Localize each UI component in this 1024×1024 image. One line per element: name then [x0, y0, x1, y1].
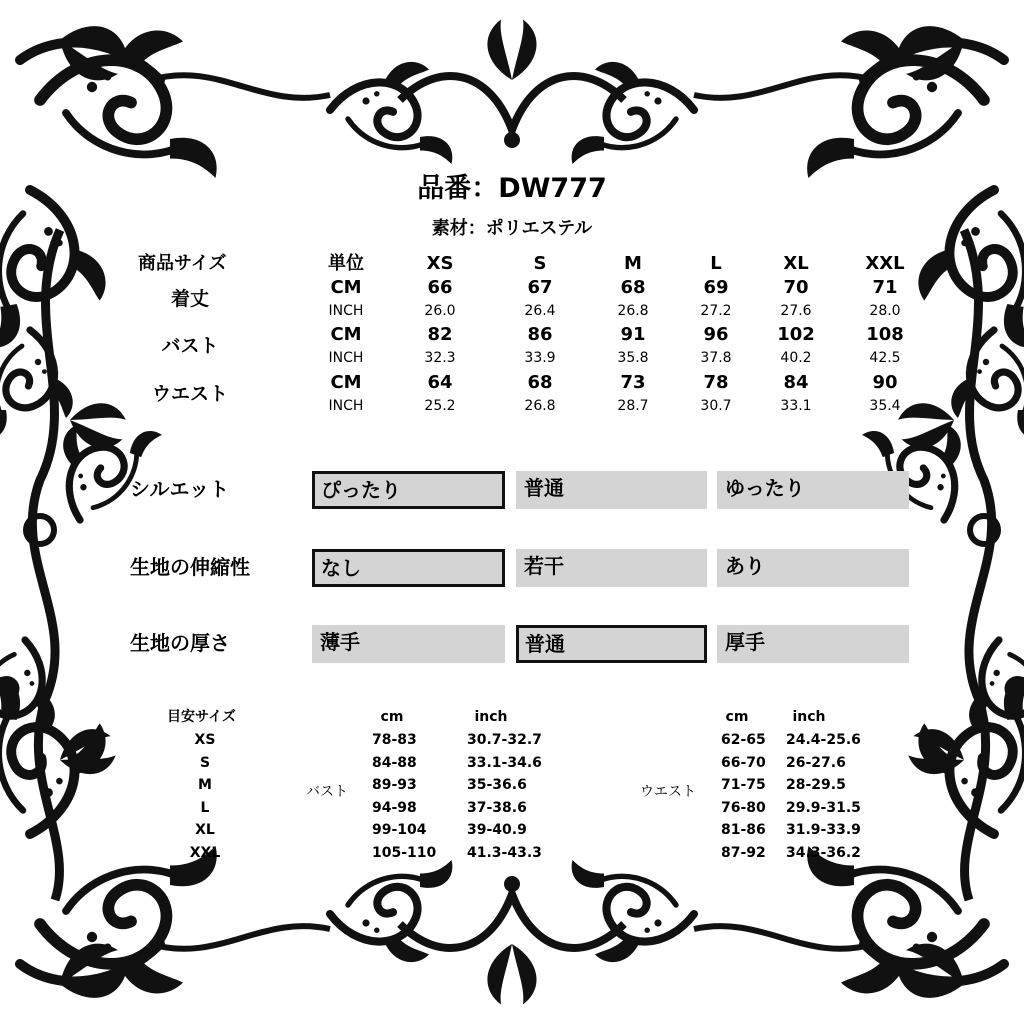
guide-size-label: XXL [189, 844, 221, 861]
guide-bust-inch: 39-40.9 [467, 822, 527, 838]
guide-waist-cm: 81-86 [721, 822, 766, 838]
guide-size-label: XL [195, 822, 215, 838]
size-inch-value: 42.5 [869, 350, 901, 366]
size-header: S [533, 253, 547, 274]
attribute-option: 普通 [516, 471, 707, 509]
top-center-crest [330, 19, 694, 164]
size-inch-value: 33.1 [780, 398, 812, 414]
unit-cm-label: CM [330, 277, 362, 298]
guide-bust-inch: 41.3-43.3 [467, 844, 542, 861]
guide-size-label: XS [194, 732, 216, 748]
guide-waist-inch: 29.9-31.5 [786, 799, 861, 816]
size-cm-value: 64 [427, 372, 453, 393]
guide-waist-cm: 62-65 [721, 732, 766, 748]
size-inch-value: 28.7 [617, 398, 649, 414]
guide-bust-cm: 94-98 [372, 799, 417, 816]
guide-bust-inch: 35-36.6 [467, 777, 527, 793]
unit-cm-label: CM [330, 372, 362, 393]
size-inch-value: 33.9 [524, 350, 556, 366]
size-cm-value: 108 [866, 324, 904, 345]
bottom-center-crest [330, 860, 694, 1005]
size-cm-value: 68 [527, 372, 553, 393]
product-number: 品番：DW777 [417, 173, 607, 204]
size-cm-value: 86 [527, 324, 553, 345]
size-cm-value: 78 [703, 372, 729, 393]
measurement-label: 着丈 [170, 288, 210, 310]
unit-header: 単位 [328, 253, 364, 274]
measurement-label: バスト [161, 335, 219, 357]
size-cm-value: 70 [783, 277, 809, 298]
guide-bust-inch: 30.7-32.7 [467, 732, 542, 748]
size-cm-value: 68 [620, 277, 646, 298]
size-inch-value: 26.0 [424, 303, 456, 319]
guide-waist-inch: 28-29.5 [786, 777, 846, 793]
material: 素材：ポリエステル [431, 218, 593, 239]
size-header: XL [783, 253, 809, 274]
size-cm-value: 69 [703, 277, 729, 298]
guide-bust-inch: 33.1-34.6 [467, 754, 542, 771]
guide-waist-label: ウエスト [640, 784, 696, 800]
corner-ornament-bottom-right [807, 675, 1024, 1009]
guide-bust-inch: 37-38.6 [467, 799, 527, 816]
guide-waist-cm: 87-92 [721, 844, 766, 861]
guide-waist-inch: 31.9-33.9 [786, 822, 861, 838]
guide-waist-inch: 26-27.6 [786, 754, 846, 771]
size-cm-value: 96 [703, 324, 729, 345]
attribute-option-selected: 普通 [516, 625, 707, 663]
attribute-option-selected: ぴったり [312, 471, 505, 509]
attribute-option: 若干 [516, 549, 707, 587]
guide-waist-cm: 76-80 [721, 799, 766, 816]
corner-ornament-bottom-left [0, 675, 217, 1009]
size-inch-value: 25.2 [424, 398, 456, 414]
size-inch-value: 28.0 [869, 303, 901, 319]
guide-waist-cm-header: cm [725, 709, 749, 725]
size-header: M [624, 253, 642, 274]
attribute-option: 薄手 [312, 625, 505, 663]
guide-waist-inch: 24.4-25.6 [786, 732, 861, 748]
guide-bust-cm: 84-88 [372, 754, 417, 771]
guide-title: 目安サイズ [167, 709, 236, 725]
size-inch-value: 40.2 [780, 350, 812, 366]
guide-size-label: S [199, 754, 211, 771]
size-inch-value: 37.8 [700, 350, 732, 366]
size-cm-value: 66 [427, 277, 453, 298]
guide-bust-cm: 99-104 [372, 822, 427, 838]
size-inch-value: 32.3 [424, 350, 456, 366]
measurement-label: ウエスト [151, 383, 229, 405]
unit-inch-label: INCH [328, 350, 364, 366]
size-inch-value: 26.4 [524, 303, 556, 319]
size-inch-value: 27.6 [780, 303, 812, 319]
guide-bust-cm-header: cm [380, 709, 404, 725]
size-cm-value: 91 [620, 324, 646, 345]
guide-size-label: M [198, 777, 212, 793]
size-cm-value: 82 [427, 324, 453, 345]
size-inch-value: 35.8 [617, 350, 649, 366]
size-inch-value: 35.4 [869, 398, 901, 414]
size-cm-value: 73 [620, 372, 646, 393]
size-header: XS [426, 253, 454, 274]
attribute-label: シルエット [130, 477, 230, 501]
size-cm-value: 67 [527, 277, 553, 298]
attribute-label: 生地の伸縮性 [130, 555, 250, 579]
guide-bust-inch-header: inch [474, 709, 508, 725]
size-table-corner-label: 商品サイズ [138, 253, 227, 274]
size-cm-value: 102 [777, 324, 815, 345]
attribute-option-selected: なし [312, 549, 505, 587]
guide-waist-cm: 71-75 [721, 777, 766, 793]
guide-waist-inch: 34.3-36.2 [786, 844, 861, 861]
size-inch-value: 26.8 [524, 398, 556, 414]
corner-ornament-top-right [807, 15, 1024, 349]
unit-cm-label: CM [330, 324, 362, 345]
size-header: L [710, 253, 722, 274]
size-inch-value: 30.7 [700, 398, 732, 414]
attribute-option: 厚手 [717, 625, 909, 663]
attribute-option: ゆったり [717, 471, 909, 509]
unit-inch-label: INCH [328, 398, 364, 414]
guide-bust-label: バスト [306, 784, 348, 800]
size-inch-value: 26.8 [617, 303, 649, 319]
size-header: XXL [865, 253, 905, 274]
size-cm-value: 84 [783, 372, 809, 393]
guide-waist-inch-header: inch [792, 709, 826, 725]
guide-bust-cm: 105-110 [372, 844, 437, 861]
guide-bust-cm: 89-93 [372, 777, 417, 793]
guide-size-label: L [200, 799, 210, 816]
unit-inch-label: INCH [328, 303, 364, 319]
guide-bust-cm: 78-83 [372, 732, 417, 748]
guide-waist-cm: 66-70 [721, 754, 766, 771]
attribute-label: 生地の厚さ [130, 631, 230, 655]
size-inch-value: 27.2 [700, 303, 732, 319]
size-cm-value: 90 [872, 372, 898, 393]
size-cm-value: 71 [872, 277, 898, 298]
attribute-option: あり [717, 549, 909, 587]
